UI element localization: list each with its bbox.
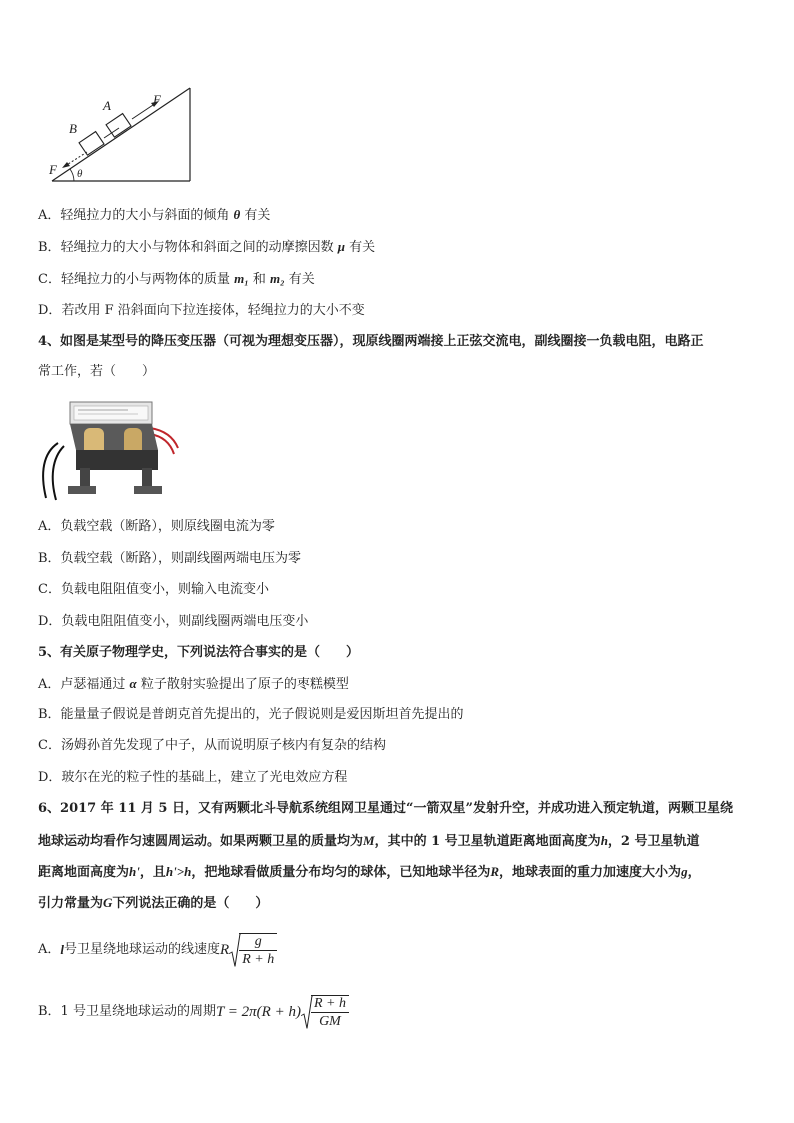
incline-figure bbox=[40, 80, 200, 186]
transformer-icon bbox=[38, 388, 188, 506]
q3-option-d: D．若改用 F 沿斜面向下拉连接体，轻绳拉力的大小不变 bbox=[38, 303, 365, 318]
q6-stem-line4: 引力常量为G下列说法正确的是（ ） bbox=[38, 895, 269, 911]
label-theta: θ bbox=[77, 168, 83, 180]
q6-a-sqrt: $\frac{g}{R + h}$ bbox=[229, 933, 277, 968]
q4-option-a: A．负载空载（断路），则原线圈电流为零 bbox=[38, 519, 275, 534]
q3-option-c: C．轻绳拉力的小与两物体的质量 m₁ 和 m₂ 有关 bbox=[38, 271, 315, 287]
q5-option-b: B．能量量子假说是普朗克首先提出的，光子假说则是爱因斯坦首先提出的 bbox=[38, 707, 464, 722]
q5-stem: 5、有关原子物理学史，下列说法符合事实的是（ ） bbox=[38, 645, 360, 660]
q4-stem-line1: 4、如图是某型号的降压变压器（可视为理想变压器），现原线圈两端接上正弦交流电，副线圈接一负载电阻，电路正 bbox=[38, 334, 704, 349]
q4-option-d: D．负载电阻阻值变小，则副线圈两端电压变小 bbox=[38, 614, 309, 629]
q5-option-a: A．卢瑟福通过 α 粒子散射实验提出了原子的枣糕模型 bbox=[38, 676, 349, 692]
q6-option-a: A． l 号卫星绕地球运动的线速度 R $\frac{g}{R + h}$ bbox=[38, 928, 277, 972]
q6-stem-line2: 地球运动均看作匀速圆周运动。如果两颗卫星的质量均为M，其中的 1 号卫星轨道距离地面高度为h，2 号卫星轨道 bbox=[38, 833, 700, 849]
q5-option-c: C．汤姆孙首先发现了中子，从而说明原子核内有复杂的结构 bbox=[38, 738, 386, 753]
q4-option-c: C．负载电阻阻值变小，则输入电流变小 bbox=[38, 582, 269, 597]
q6-stem-line3: 距离地面高度为h'，且h'>h，把地球看做质量分布均匀的球体，已知地球半径为R，地球表面的重力加速度大小为g， bbox=[38, 864, 701, 880]
q5-option-d: D．玻尔在光的粒子性的基础上，建立了光电效应方程 bbox=[38, 770, 348, 785]
q4-stem-line2: 常工作，若（ ） bbox=[38, 364, 156, 379]
label-F-top: F bbox=[153, 92, 161, 107]
q3-option-b: B．轻绳拉力的大小与物体和斜面之间的动摩擦因数 μ 有关 bbox=[38, 239, 376, 255]
q6-stem-line1: 6、2017 年 11 月 5 日，又有两颗北斗导航系统组网卫星通过“一箭双星”发射升空，并成功进入预定轨道，两颗卫星绕 bbox=[38, 801, 733, 816]
q6-b-sqrt: $\frac{R + h}{GM}$ bbox=[301, 995, 349, 1030]
q6-option-b: B．1 号卫星绕地球运动的周期 T = 2π(R + h) $\frac{R + h}{GM}$ bbox=[38, 990, 349, 1034]
label-A: A bbox=[103, 98, 111, 113]
label-F-bottom: F bbox=[49, 162, 57, 177]
q3-option-a: A．轻绳拉力的大小与斜面的倾角 θ 有关 bbox=[38, 207, 271, 223]
q4-option-b: B．负载空载（断路），则副线圈两端电压为零 bbox=[38, 551, 302, 566]
label-B: B bbox=[69, 121, 77, 136]
